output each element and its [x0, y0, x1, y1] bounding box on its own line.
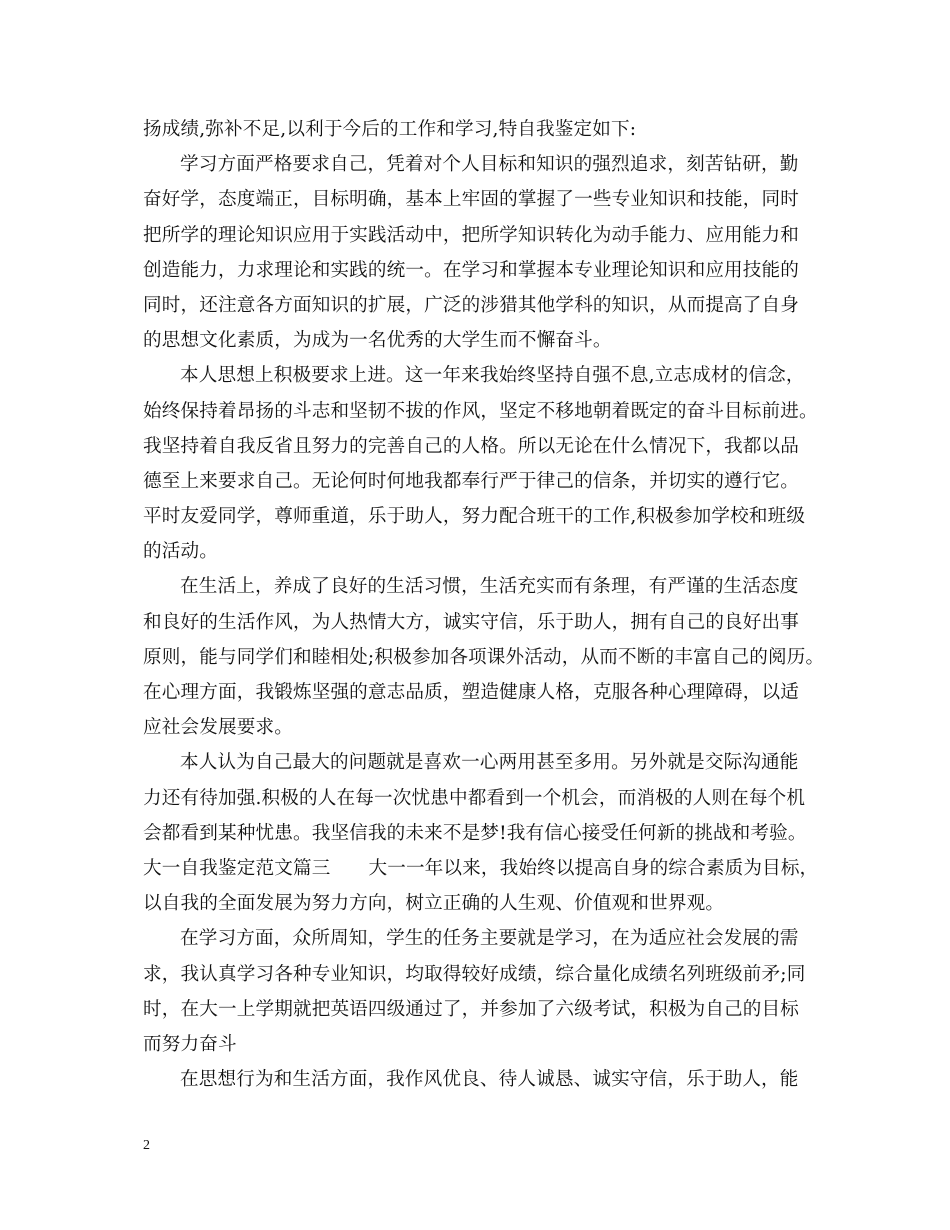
text-line: 以自我的全面发展为努力方向，树立正确的人生观、价值观和世界观。	[143, 893, 725, 915]
text-line: 平时友爱同学，尊师重道，乐于助人，努力配合班干的工作,积极参加学校和班级	[143, 506, 806, 528]
text-line: 同时，还注意各方面知识的扩展，广泛的涉猎其他学科的知识，从而提高了自身	[143, 294, 800, 316]
page-number: 2	[143, 1138, 150, 1153]
text-line: 本人认为自己最大的问题就是喜欢一心两用甚至多用。另外就是交际沟通能	[180, 752, 799, 774]
text-line: 应社会发展要求。	[143, 717, 293, 739]
document-body	[143, 112, 823, 1097]
line-text: 大一一年以来，我始终以提高自身的综合素质为目标，	[368, 857, 819, 879]
text-line: 在思想行为和生活方面，我作风优良、待人诚恳、诚实守信，乐于助人，能	[180, 1069, 799, 1091]
text-line: 德至上来要求自己。无论何时何地我都奉行严于律己的信条，并切实的遵行它。	[143, 470, 800, 492]
text-line: 扬成绩,弥补不足,以利于今后的工作和学习,特自我鉴定如下:	[143, 119, 637, 140]
text-line: 始终保持着昂扬的斗志和坚韧不拔的作风，坚定不移地朝着既定的奋斗目标前进。	[143, 400, 818, 422]
text-line: 的活动。	[143, 541, 218, 563]
text-line: 在生活上，养成了良好的生活习惯，生活充实而有条理，有严谨的生活态度	[180, 576, 799, 598]
text-line: 力还有待加强.积极的人在每一次忧患中都看到一个机会，而消极的人则在每个机	[143, 787, 806, 809]
text-line: 原则，能与同学们和睦相处;积极参加各项课外活动，从而不断的丰富自己的阅历。	[143, 646, 825, 668]
text-line	[143, 851, 823, 886]
text-line: 而努力奋斗	[143, 1033, 237, 1055]
text-line: 本人思想上积极要求上进。这一年来我始终坚持自强不息,立志成材的信念，	[180, 365, 805, 387]
text-line: 会都看到某种忧患。我坚信我的未来不是梦!我有信心接受任何新的挑战和考验。	[143, 822, 807, 844]
text-line: 把所学的理论知识应用于实践活动中，把所学知识转化为动手能力、应用能力和	[143, 224, 800, 246]
text-line: 的思想文化素质，为成为一名优秀的大学生而不懈奋斗。	[143, 330, 612, 352]
text-line: 在心理方面，我锻炼坚强的意志品质，塑造健康人格，克服各种心理障碍，以适	[143, 682, 800, 703]
text-line: 和良好的生活作风，为人热情大方，诚实守信，乐于助人，拥有自己的良好出事	[143, 611, 800, 633]
text-line: 在学习方面，众所周知，学生的任务主要就是学习，在为适应社会发展的需	[180, 928, 799, 950]
text-line: 学习方面严格要求自己，凭着对个人目标和知识的强烈追求，刻苦钻研，勤	[180, 154, 799, 176]
text-line: 创造能力，力求理论和实践的统一。在学习和掌握本专业理论知识和应用技能的	[143, 259, 800, 281]
text-line: 奋好学，态度端正，目标明确，基本上牢固的掌握了一些专业知识和技能，同时	[143, 189, 800, 211]
text-line: 求，我认真学习各种专业知识，均取得较好成绩，综合量化成绩名列班级前矛;同	[143, 963, 806, 985]
text-line: 时，在大一上学期就把英语四级通过了，并参加了六级考试，积极为自己的目标	[143, 998, 800, 1020]
text-line: 我坚持着自我反省且努力的完善自己的人格。所以无论在什么情况下，我都以品	[143, 435, 800, 457]
section-heading: 大一自我鉴定范文篇三	[143, 857, 331, 879]
